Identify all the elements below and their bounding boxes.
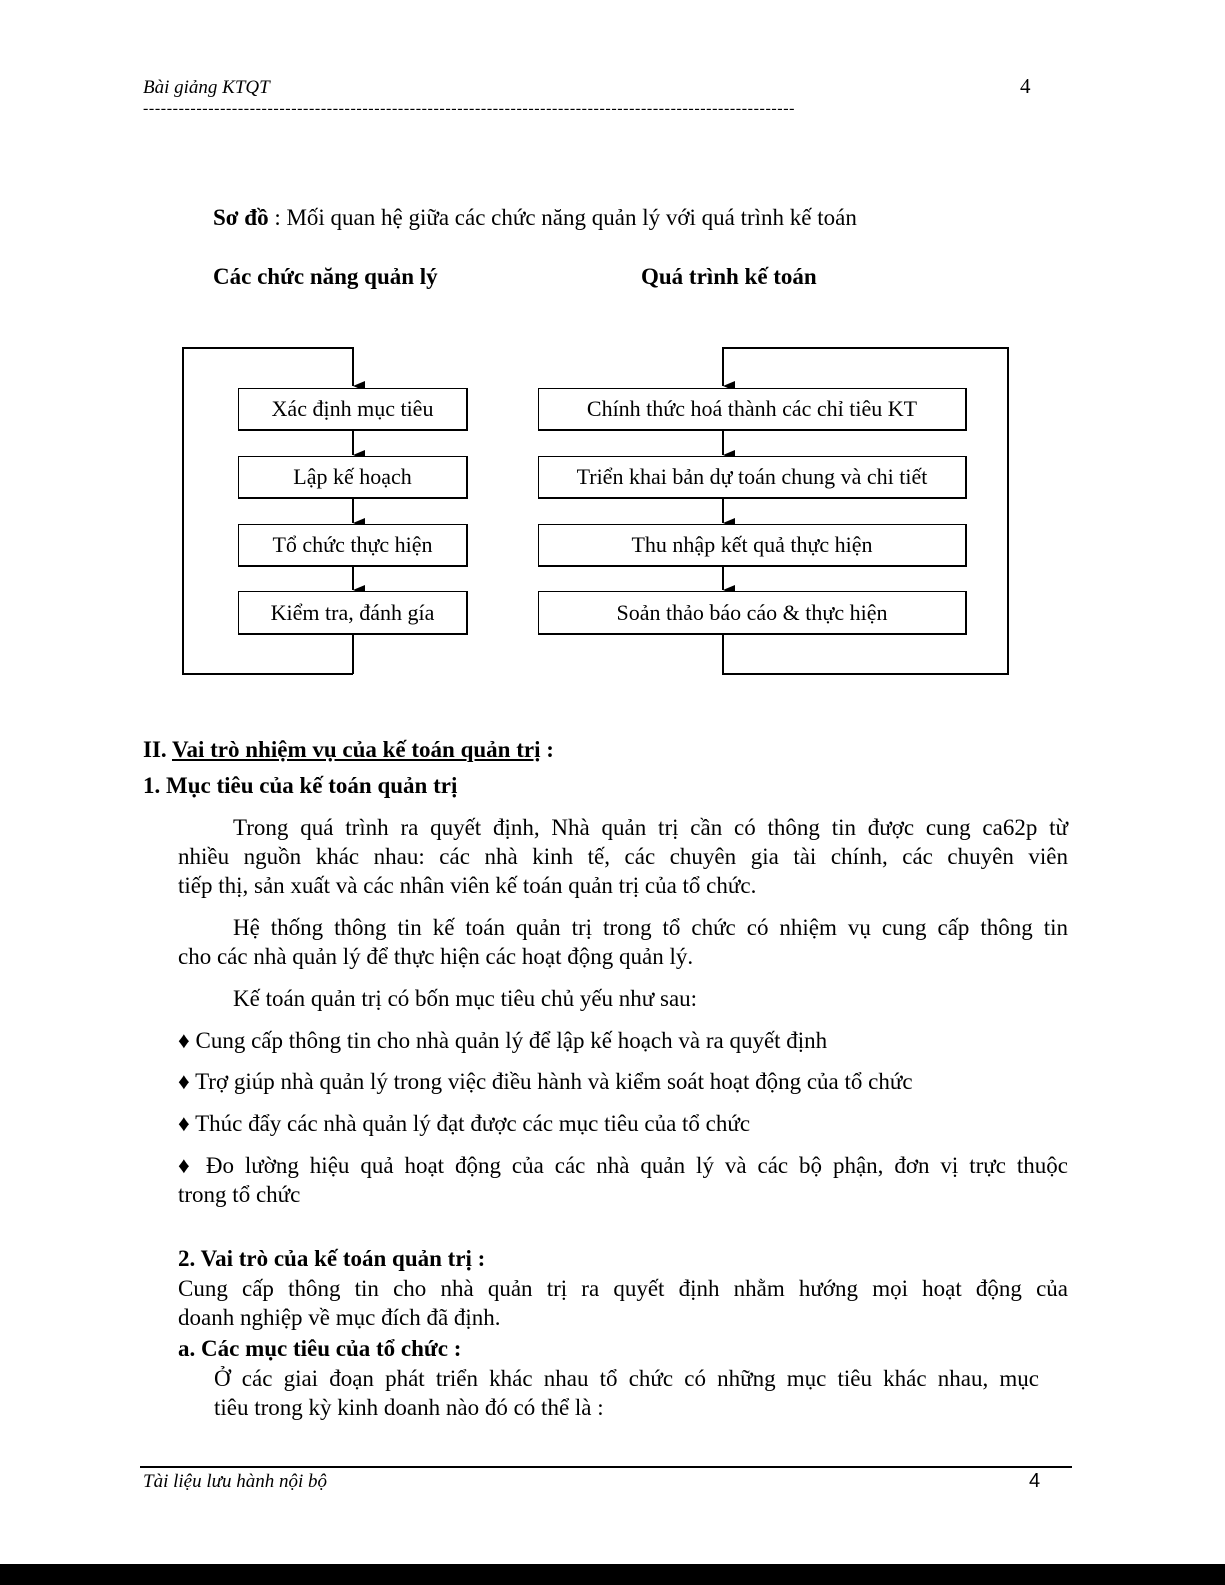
paragraph-line: tiếp thị, sản xuất và các nhân viên kế toán quản trị của tổ chức. (178, 873, 757, 898)
bullet-item-continuation: trong tổ chức (178, 1182, 301, 1207)
left-box-3: Tổ chức thực hiện (238, 524, 468, 567)
bullet-item: ♦ Thúc đẩy các nhà quản lý đạt được các mục tiêu của tổ chức (178, 1111, 751, 1136)
paragraph-line: cho các nhà quản lý để thực hiện các hoạt động quản lý. (178, 944, 694, 969)
left-box-2: Lập kế hoạch (238, 456, 468, 499)
right-column-title: Quá trình kế toán (641, 264, 817, 289)
paragraph-line: Trong quá trình ra quyết định, Nhà quản trị cần có thông tin được cung ca62p từ (233, 815, 1068, 840)
bullet-item: ♦ Trợ giúp nhà quản lý trong việc điều hành và kiểm soát hoạt động của tổ chức (178, 1069, 913, 1094)
footer-page-number: 4 (1029, 1470, 1041, 1492)
paragraph-line: Cung cấp thông tin cho nhà quản trị ra quyết định nhằm hướng mọi hoạt động của (178, 1276, 1068, 1301)
footer-divider (140, 1466, 1072, 1468)
left-box-1: Xác định mục tiêu (238, 388, 468, 431)
header-page-number: 4 (1020, 74, 1031, 98)
paragraph-line: Ở các giai đoạn phát triển khác nhau tổ chức có những mục tiêu khác nhau, mục (214, 1366, 1039, 1391)
header-divider: -------------------------------------------------------------------------------------------------------------- (143, 100, 796, 117)
caption-label: Sơ đồ (213, 205, 269, 230)
header-title: Bài giảng KTQT (143, 77, 270, 98)
right-box-2: Triển khai bản dự toán chung và chi tiết (538, 456, 967, 499)
paragraph-line: Kế toán quản trị có bốn mục tiêu chủ yếu như sau: (233, 986, 698, 1011)
caption-text: : Mối quan hệ giữa các chức năng quản lý với quá trình kế toán (268, 205, 857, 230)
paragraph-line: nhiều nguồn khác nhau: các nhà kinh tế, các chuyên gia tài chính, các chuyên viên (178, 844, 1068, 869)
section-title: Vai trò nhiệm vụ của kế toán quản trị (172, 737, 541, 762)
section-heading (143, 735, 554, 764)
footer-text: Tài liệu lưu hành nội bộ (143, 1471, 328, 1492)
section-number: II. (143, 737, 172, 762)
left-box-4: Kiểm tra, đánh gía (238, 591, 468, 635)
paragraph-line: Hệ thống thông tin kế toán quản trị trong tổ chức có nhiệm vụ cung cấp thông tin (233, 915, 1068, 940)
right-box-1: Chính thức hoá thành các chỉ tiêu KT (538, 388, 967, 431)
bullet-item: ♦ Cung cấp thông tin cho nhà quản lý để lập kế hoạch và ra quyết định (178, 1028, 828, 1053)
right-box-4: Soản thảo báo cáo & thực hiện (538, 591, 967, 635)
subsection-2-title: 2. Vai trò của kế toán quản trị : (178, 1246, 486, 1271)
section-colon: : (540, 737, 554, 762)
right-box-3: Thu nhập kết quả thực hiện (538, 524, 967, 567)
subsection-1-title: 1. Mục tiêu của kế toán quản trị (143, 773, 458, 798)
subsection-a-title: a. Các mục tiêu của tổ chức : (178, 1336, 462, 1361)
left-column-title: Các chức năng quản lý (213, 264, 438, 289)
paragraph-line: tiêu trong kỳ kinh doanh nào đó có thể là : (214, 1395, 604, 1420)
paragraph-line: doanh nghiệp về mục đích đã định. (178, 1305, 501, 1330)
bullet-item: ♦ Đo lường hiệu quả hoạt động của các nhà quản lý và các bộ phận, đơn vị trực thuộc (178, 1153, 1068, 1178)
page-bottom-edge (0, 1564, 1225, 1585)
